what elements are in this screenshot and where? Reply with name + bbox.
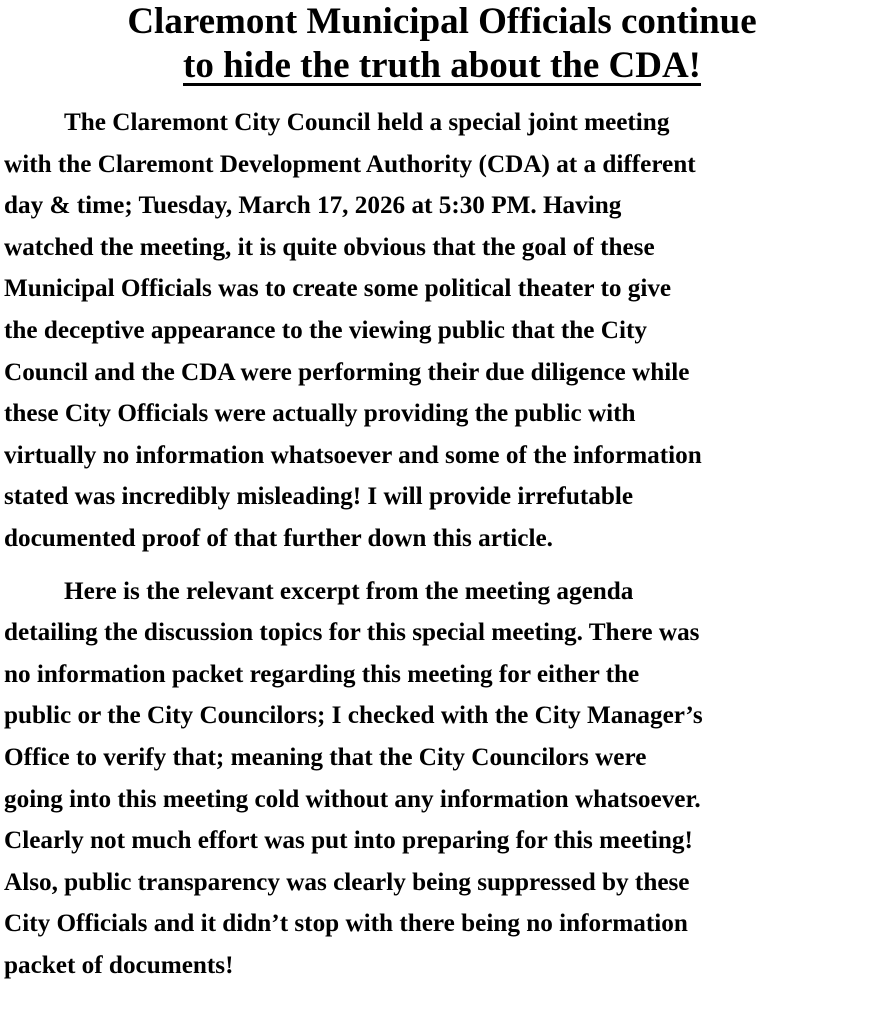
text-line: Office to verify that; meaning that the City Councilors were	[4, 743, 647, 771]
text-line: Municipal Officials was to create some political theater to give	[4, 275, 672, 303]
text-line: documented proof of that further down this article.	[4, 524, 553, 552]
text-line: City Officials and it didn’t stop with there being no information	[4, 910, 688, 938]
text-line: the deceptive appearance to the viewing public that the City	[4, 316, 647, 344]
text-line: no information packet regarding this meeting for either the	[4, 660, 640, 688]
text-line: virtually no information whatsoever and some of the information	[4, 441, 702, 469]
text-line: Here is the relevant excerpt from the meeting agenda	[64, 577, 634, 605]
title-line-underlined: to hide the truth about the CDA!	[183, 45, 701, 86]
text-line: Council and the CDA were performing their due diligence while	[4, 358, 690, 386]
text-line: these City Officials were actually providing the public with	[4, 400, 636, 428]
text-line: watched the meeting, it is quite obvious that the goal of these	[4, 233, 655, 261]
text-line: detailing the discussion topics for this special meeting. There was	[4, 619, 700, 647]
text-line: public or the City Councilors; I checked with the City Manager’s	[4, 702, 703, 730]
paragraph-meeting-summary	[4, 102, 880, 560]
title-line: Claremont Municipal Officials continue	[127, 1, 757, 42]
text-line: day & time; Tuesday, March 17, 2026 at 5:30 PM. Having	[4, 192, 622, 220]
text-line: Clearly not much effort was put into preparing for this meeting!	[4, 827, 693, 855]
text-line: packet of documents!	[4, 951, 234, 979]
paragraph-agenda-excerpt	[4, 571, 880, 987]
text-line: with the Claremont Development Authority (CDA) at a different	[4, 150, 696, 178]
article-title	[4, 0, 880, 88]
text-line: stated was incredibly misleading! I will provide irrefutable	[4, 483, 633, 511]
text-line: going into this meeting cold without any information whatsoever.	[4, 785, 701, 813]
text-line: Also, public transparency was clearly being suppressed by these	[4, 868, 690, 896]
text-line: The Claremont City Council held a special joint meeting	[64, 109, 670, 136]
